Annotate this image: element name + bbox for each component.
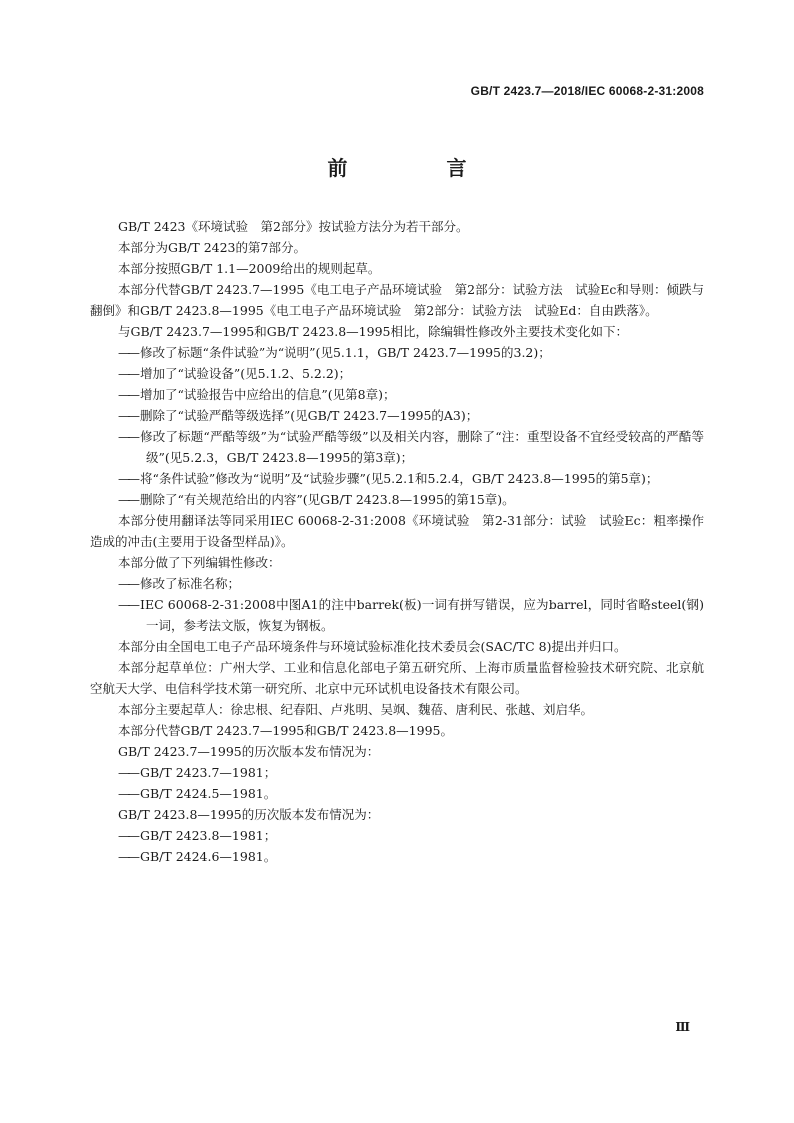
page-title: 前 言 (327, 156, 513, 180)
paragraph: 本部分使用翻译法等同采用IEC 60068-2-31:2008《环境试验 第2-31部分：试验 试验Ec：粗率操作造成的冲击(主要用于设备型样品)》。 (90, 513, 704, 549)
paragraph: 本部分起草单位：广州大学、工业和信息化部电子第五研究所、上海市质量监督检验技术研究院、北京航空航天大学、电信科学技术第一研究所、北京中元环试机电设备技术有限公司。 (90, 660, 704, 696)
dash-list-item: —— 删除了“试验严酷等级选择”(见GB/T 2423.7—1995的A3)； (90, 405, 704, 426)
dash-list-item: —— 将“条件试验”修改为“说明”及“试验步骤”(见5.2.1和5.2.4，GB/T 2423.8—1995的第5章)； (90, 468, 704, 489)
standard-code-header: GB/T 2423.7—2018/IEC 60068-2-31:2008 (470, 84, 704, 98)
dash-list-item: —— GB/T 2423.8—1981； (90, 825, 704, 846)
dash-list-item: —— GB/T 2424.6—1981。 (90, 846, 704, 867)
foreword-body (90, 216, 704, 867)
dash-list-item: —— GB/T 2423.7—1981； (90, 762, 704, 783)
paragraph: 本部分由全国电工电子产品环境条件与环境试验标准化技术委员会(SAC/TC 8)提出并归口。 (118, 639, 627, 654)
page-number: Ⅲ (675, 1020, 690, 1034)
dash-list-item: —— 修改了标题“条件试验”为“说明”(见5.1.1，GB/T 2423.7—1995的3.2)； (90, 342, 704, 363)
dash-list-item: —— IEC 60068-2-31:2008中图A1的注中barrek(板)一词有拼写错误，应为barrel，同时省略steel(钢)一词，参考法文版，恢复为钢板。 (90, 594, 704, 636)
paragraph: 本部分主要起草人：徐忠根、纪春阳、卢兆明、吴飒、魏蓓、唐利民、张越、刘启华。 (118, 702, 594, 717)
paragraph: GB/T 2423《环境试验 第2部分》按试验方法分为若干部分。 (118, 219, 469, 234)
dash-list-item: —— 修改了标题“严酷等级”为“试验严酷等级”以及相关内容，删除了“注：重型设备不宜经受较高的严酷等级”(见5.2.3，GB/T 2423.8—1995的第3章)； (90, 426, 704, 468)
paragraph: 本部分代替GB/T 2423.7—1995《电工电子产品环境试验 第2部分：试验方法 试验Ec和导则：倾跌与翻倒》和GB/T 2423.8—1995《电工电子产品环境试验 第2部分：试验方法 试验Ed：自由跌落》。 (90, 282, 704, 318)
paragraph: GB/T 2423.8—1995的历次版本发布情况为： (118, 807, 380, 822)
paragraph: GB/T 2423.7—1995的历次版本发布情况为： (118, 744, 380, 759)
paragraph: 本部分按照GB/T 1.1—2009给出的规则起草。 (118, 261, 381, 276)
paragraph: 本部分做了下列编辑性修改： (118, 555, 281, 570)
dash-list-item: —— 增加了“试验报告中应给出的信息”(见第8章)； (90, 384, 704, 405)
dash-list-item: —— 修改了标准名称； (90, 573, 704, 594)
paragraph: 本部分代替GB/T 2423.7—1995和GB/T 2423.8—1995。 (118, 723, 453, 738)
paragraph: 本部分为GB/T 2423的第7部分。 (118, 240, 306, 255)
dash-list-item: —— 增加了“试验设备”(见5.1.2、5.2.2)； (90, 363, 704, 384)
dash-list-item: —— GB/T 2424.5—1981。 (90, 783, 704, 804)
paragraph: 与GB/T 2423.7—1995和GB/T 2423.8—1995相比，除编辑性修改外主要技术变化如下： (118, 324, 628, 339)
dash-list-item: —— 删除了“有关规范给出的内容”(见GB/T 2423.8—1995的第15章)。 (90, 489, 704, 510)
